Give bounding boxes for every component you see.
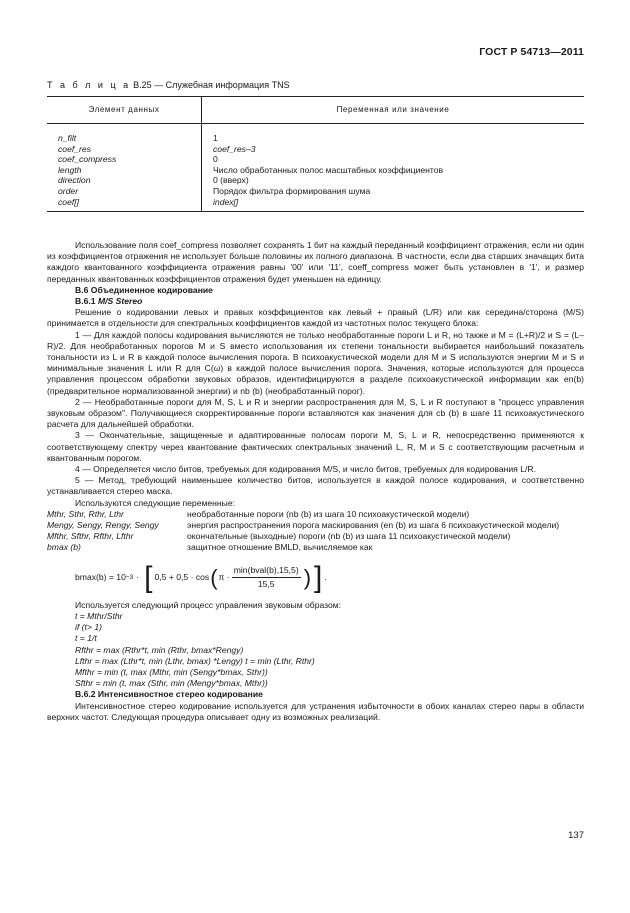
heading-b61	[47, 296, 584, 307]
heading-b61-number: В.6.1	[75, 296, 98, 307]
heading-b6: В.6 Объединенное кодирование	[75, 284, 213, 295]
paragraph-step-3: 3 — Окончательные, защищенные и адаптированные полосам пороги M, S, L и R, непосредственно применяются к соответствующему спектру через квантование фактических спектральных значений L, R, M и S с соответствующим расчетным и квантованным порогом.	[47, 430, 584, 463]
paragraph-intensity-stereo: Интенсивностное стерео кодирование используется для устранения избыточности в обоих каналах стерео пары в области верхних частот. Следующая процедура описывает одну из возможных реализаций.	[47, 700, 584, 722]
table-col-names	[47, 124, 202, 212]
table-cell-name: coef_res	[58, 143, 91, 154]
code-line: Mfthr = min (t, max (Mthr, min (Sengy*bmax, Sthr))	[75, 666, 268, 677]
variable-desc: окончательные (выходные) пороги (nb (b) из шага 11 психоакустической модели)	[187, 531, 511, 542]
table-cell-value: 0	[213, 154, 218, 165]
table-header-element: Элемент данных	[47, 97, 202, 124]
code-line: if (t> 1)	[75, 622, 102, 633]
table-cell-name: length	[58, 164, 82, 175]
table-cell-name: coef_compress	[58, 154, 117, 165]
table-caption-text: В.25 — Служебная информация TNS	[130, 80, 290, 90]
page-number: 137	[568, 830, 584, 841]
code-line: t = Mthr/Sthr	[75, 610, 123, 621]
heading-b61-title: M/S Stereo	[97, 296, 143, 307]
table-cell-name: coef[]	[58, 196, 80, 207]
paragraph-intro: Решение о кодировании левых и правых коэффициентов как левый + правый (L/R) или как середина/сторона (M/S) принимается в отдельности для спектральных коэффициентов каждой из частотных полос текущего блока:	[47, 307, 584, 329]
code-block	[47, 611, 584, 689]
code-line: Sfthr = min (t, max (Sthr, min (Mengy*bmax, Mthr))	[75, 678, 268, 689]
table-cell-name: order	[58, 185, 79, 196]
variable-name: Mthr, Sthr, Rthr, Lthr	[47, 508, 124, 519]
formula-cos-part: 0,5 + 0,5 · cos	[154, 572, 210, 583]
variable-name: Mfthr, Sfthr, Rfthr, Lfthr	[47, 531, 134, 542]
paragraph-variables-intro: Используются следующие переменные:	[75, 497, 235, 508]
formula-numerator: min(bval(b),15,5)	[232, 565, 301, 578]
paragraph-process-intro: Используется следующий процесс управления звуковым образом:	[75, 599, 342, 610]
heading-b62: В.6.2 Интенсивностное стерео кодирование	[75, 689, 263, 700]
variable-desc: необработанные пороги (nb (b) из шага 10 психоакустической модели)	[187, 508, 470, 519]
standard-header: ГОСТ Р 54713—2011	[479, 46, 584, 58]
paragraph-coef-compress: Использование поля coef_compress позволяет сохранять 1 бит на каждый переданный коэффициент отражения, если ни один из коэффициентов отражения не использует больше половины их полного диапазона. В частности, если два старших значащих бита каждого квантованного коэффициента отражения равны '00' или '11', coeff_compress может быть установлен в '1', и размер переданных квантованных коэффициентов отражения будет уменьшен на единицу.	[47, 240, 584, 284]
table-cell-value: coef_res–3	[213, 143, 256, 154]
variable-desc: энергия распространения порога маскирования (en (b) из шага 6 психоакустической модели)	[187, 520, 560, 531]
formula-lhs: bmax(b) = 10	[75, 572, 126, 583]
bmax-formula: bmax(b) = 10 −3 · [ 0,5 + 0,5 · cos ( π · $\frac{\text{min(bval(b),15,5)}}{15,5}$ ) ] .	[75, 560, 327, 594]
code-line: Lfthr = max (Lthr*t, min (Lthr, bmax) *Lengy) t = min (Lthr, Rthr)	[75, 655, 315, 666]
formula-pi: π ·	[218, 572, 230, 583]
table-col-values	[202, 124, 585, 212]
variable-name: Mengy, Sengy, Rengy, Sengy	[47, 520, 159, 531]
table-caption-prefix: Т а б л и ц а	[47, 80, 131, 90]
formula-fraction	[232, 565, 301, 590]
table-cell-value: index[]	[213, 196, 239, 207]
variable-name: bmax (b)	[47, 542, 81, 553]
variable-desc: защитное отношение BMLD, вычисляемое как	[187, 542, 373, 553]
code-line: Rfthr = max (Rthr*t, min (Rthr, bmax*Rengy)	[75, 644, 244, 655]
paragraph-step-4: 4 — Определяется число битов, требуемых для кодирования M/S, и число битов, требуемых для кодирования L/R.	[75, 464, 536, 475]
table-cell-value: 1	[213, 133, 218, 143]
table-cell-name: n_filt	[58, 133, 77, 143]
tns-table	[47, 96, 584, 212]
table-cell-value: Порядок фильтра формирования шума	[213, 185, 371, 196]
paragraph-step-5: 5 — Метод, требующий наименьшее количество битов, используется в каждой полосе кодирования, и соответственно устанавливается стерео маска.	[47, 475, 584, 497]
main-body	[47, 240, 584, 723]
table-header-value: Переменная или значение	[202, 97, 585, 124]
table-cell-name: direction	[58, 175, 91, 186]
paragraph-step-2: 2 — Необработанные пороги для M, S, L и R и энергии распространения для M, S, L и R поступают в "процесс управления звуковым образом". Получающиеся скорректированные пороги вставляются как значения для cb (b) в шаге 11 психоакустического расчета для дальнейшей обработки.	[47, 396, 584, 430]
code-line: t = 1/t	[75, 633, 97, 644]
variables-list	[47, 509, 584, 554]
table-cell-value: 0 (вверх)	[213, 175, 249, 186]
table-cell-value: Число обработанных полос масштабных коэффициентов	[213, 164, 444, 175]
paragraph-step-1: 1 — Для каждой полосы кодирования вычисляются не только необработанные пороги L и R, но также и M = (L+R)/2 и S = (L–R)/2. Для необработанных порогов M и S вместо использования их степени тональности выбирается наибольший показатель тональности из L и R в каждой полосе вычисления порога. В психоакустической модели для M и S используются энергии M и S и минимальные значения L или R для C(ω) в каждой полосе вычисления порога. Значения, которые используются для процесса управления процессом обработки звуковых образов, идентифицируются в разделе психоакустической информации как en(b) (предварительное нормализованной энергии) и nb (b) (необработанный порог).	[47, 329, 584, 396]
formula-exponent: −3	[125, 574, 134, 582]
formula-denominator: 15,5	[257, 579, 275, 590]
table-caption	[47, 80, 290, 91]
